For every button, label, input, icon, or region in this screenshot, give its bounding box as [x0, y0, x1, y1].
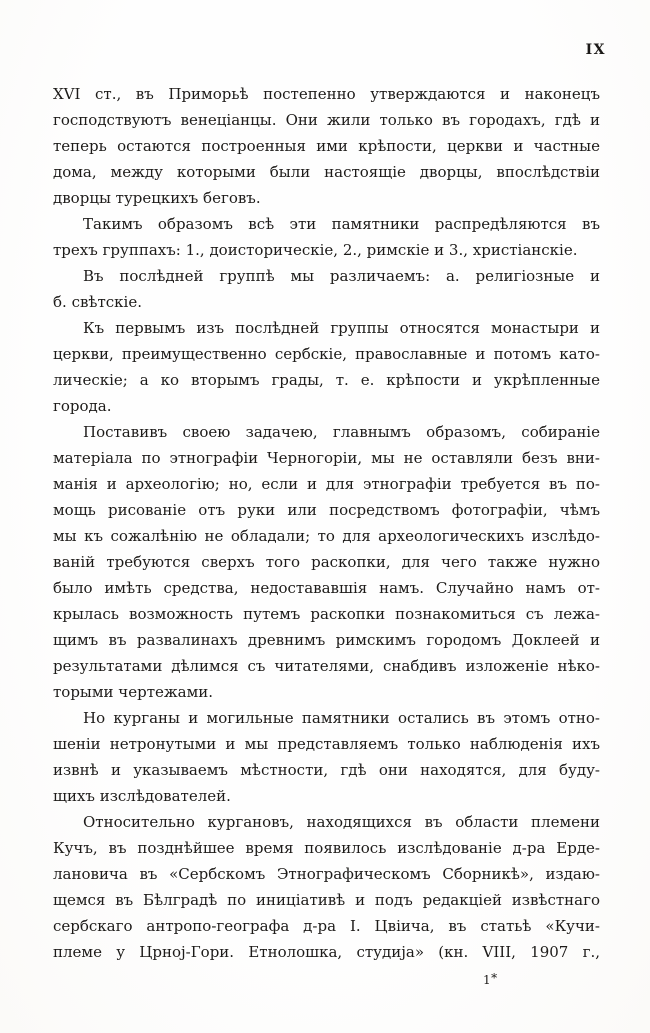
signature-asterisk: *: [491, 971, 498, 985]
text-line: лановича въ «Сербскомъ Этнографическомъ Сборникѣ», издаю-: [53, 865, 600, 883]
text-line: XVI ст., въ Приморьѣ постепенно утверждаются и наконецъ: [53, 85, 600, 103]
text-line: крылась возможность путемъ раскопки познакомиться съ лежа-: [53, 605, 600, 623]
text-line: результатами дѣлимся съ читателями, снабдивъ изложеніе нѣко-: [53, 657, 600, 675]
signature-mark: [483, 971, 498, 987]
text-line: дома, между которыми были настоящіе дворцы, впослѣдствіи: [53, 163, 600, 181]
text-line: господствуютъ венеціанцы. Они жили только въ городахъ, гдѣ и: [53, 111, 600, 129]
text-line: было имѣть средства, недостававшія намъ. Случайно намъ от-: [53, 579, 600, 597]
text-line: теперь остаются построенныя ими крѣпости, церкви и частные: [53, 137, 600, 155]
text-line: племе у Црноj-Гори. Етнолошка, студиjа» (кн. VIII, 1907 г.,: [53, 943, 600, 961]
text-line: матеріала по этнографіи Черногоріи, мы не оставляли безъ вни-: [53, 449, 600, 467]
text-line: щихъ изслѣдователей.: [53, 787, 231, 805]
text-line: манія и археологію; но, если и для этнографіи требуется въ по-: [53, 475, 600, 493]
text-line: Но курганы и могильные памятники остались въ этомъ отно-: [83, 709, 600, 727]
text-line: Поставивъ своею задачею, главнымъ образомъ, собираніе: [83, 423, 600, 441]
text-line: дворцы турецкихъ беговъ.: [53, 189, 261, 207]
text-line: сербскаго антропо-географа д-ра І. Цвіича, въ статьѣ «Кучи-: [53, 917, 600, 935]
text-line: щимъ въ развалинахъ древнимъ римскимъ городомъ Доклеей и: [53, 631, 600, 649]
text-line: б. свѣтскіе.: [53, 293, 142, 311]
text-line: торыми чертежами.: [53, 683, 214, 701]
text-line: мощь рисованіе отъ руки или посредствомъ фотографіи, чѣмъ: [53, 501, 600, 519]
signature-number: 1: [483, 973, 492, 987]
text-line: лическіе; а ко вторымъ грады, т. е. крѣпости и укрѣпленные: [53, 371, 600, 389]
text-line: Кучъ, въ позднѣйшее время появилось изслѣдованіе д-ра Ерде-: [53, 839, 600, 857]
text-line: Относительно кургановъ, находящихся въ области племени: [83, 813, 600, 831]
text-line: трехъ группахъ: 1., доисторическіе, 2., римскіе и 3., христіанскіе.: [53, 241, 578, 259]
text-line: ваній требуются сверхъ того раскопки, для чего также нужно: [53, 553, 600, 571]
text-line: Къ первымъ изъ послѣдней группы относятся монастыри и: [83, 319, 600, 337]
text-line: извнѣ и указываемъ мѣстности, гдѣ они находятся, для буду-: [53, 761, 600, 779]
text-line: шеніи нетронутыми и мы представляемъ только наблюденія ихъ: [53, 735, 600, 753]
text-line: щемся въ Бѣлградѣ по иниціативѣ и подъ редакціей извѣстнаго: [53, 891, 600, 909]
text-line: города.: [53, 397, 112, 415]
page-number: IX: [585, 42, 606, 58]
text-line: Въ послѣдней группѣ мы различаемъ: а. религіозные и: [83, 267, 600, 285]
text-block: [53, 81, 600, 965]
text-line: Такимъ образомъ всѣ эти памятники распредѣляются въ: [83, 215, 600, 233]
text-line: церкви, преимущественно сербскіе, православные и потомъ като-: [53, 345, 600, 363]
text-line: мы къ сожалѣнію не обладали; то для археологическихъ изслѣдо-: [53, 527, 600, 545]
